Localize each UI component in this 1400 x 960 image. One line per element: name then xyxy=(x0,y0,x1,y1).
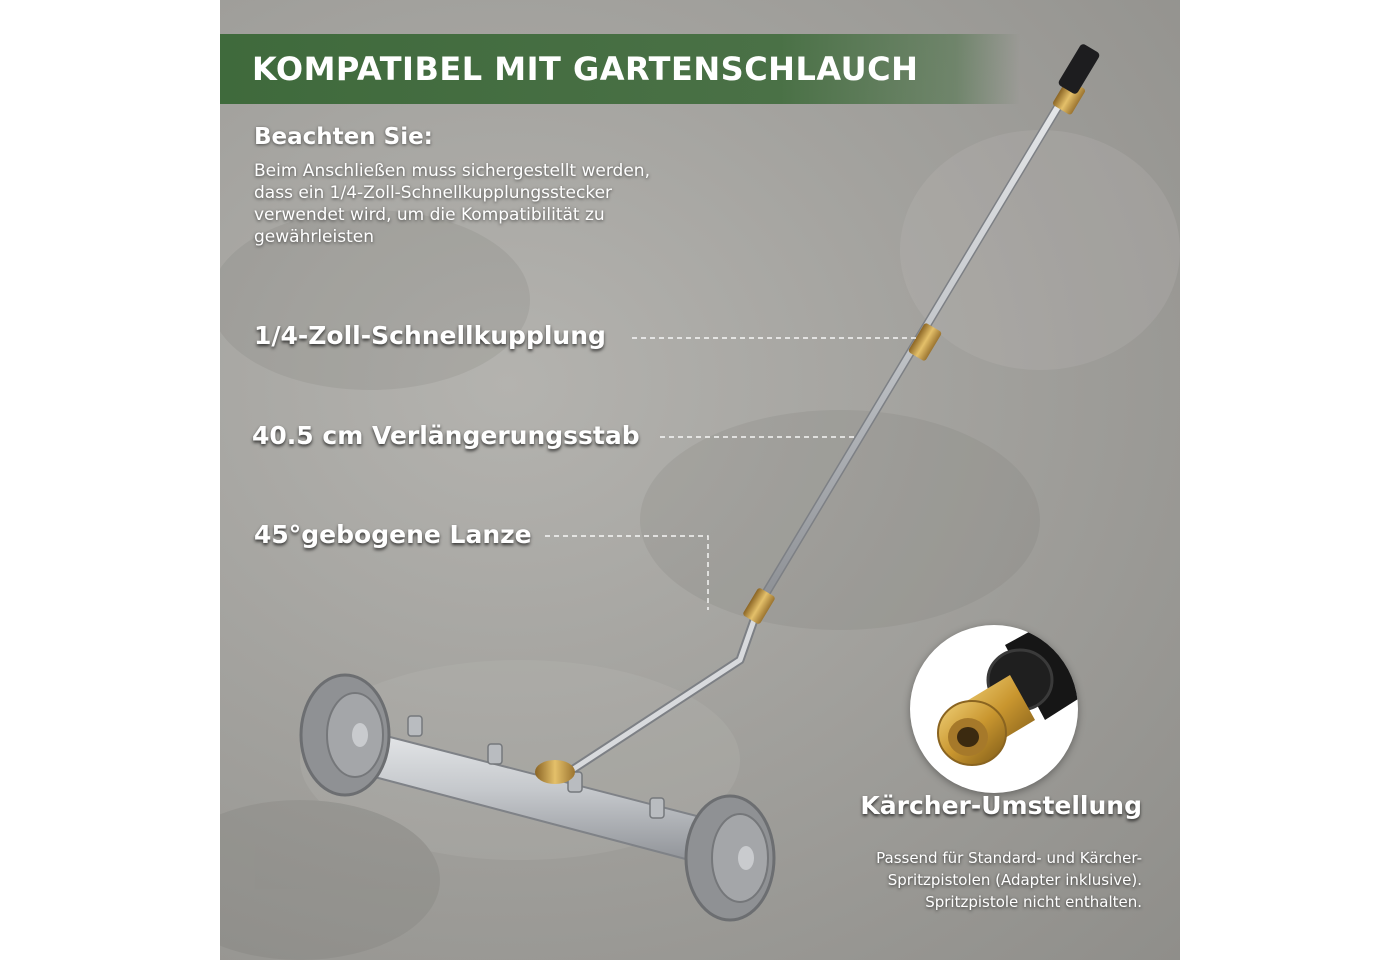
adapter-desc-line: Spritzpistole nicht enthalten. xyxy=(925,893,1142,911)
handle-grip xyxy=(1057,43,1101,95)
adapter-title: Kärcher-Umstellung xyxy=(860,791,1142,820)
product-card xyxy=(220,0,1180,960)
note-line: gewährleisten xyxy=(254,227,374,247)
callout-lance: 45°gebogene Lanze xyxy=(254,520,532,549)
title-banner xyxy=(220,34,1020,104)
adapter-desc-line: Spritzpistolen (Adapter inklusive). xyxy=(887,871,1142,889)
adapter-icon xyxy=(910,625,1078,793)
banner-title: KOMPATIBEL MIT GARTENSCHLAUCH xyxy=(252,50,919,88)
wheel-left xyxy=(301,675,389,795)
adapter-inset xyxy=(910,625,1078,793)
note-body xyxy=(254,160,814,248)
note-line: Beim Anschließen muss sichergestellt werden, xyxy=(254,161,650,181)
adapter-desc-line: Passend für Standard- und Kärcher- xyxy=(876,849,1142,867)
callout-coupling: 1/4-Zoll-Schnellkupplung xyxy=(254,321,606,350)
wheel-right xyxy=(686,796,774,920)
note-heading: Beachten Sie: xyxy=(254,124,433,150)
callout-extension: 40.5 cm Verlängerungsstab xyxy=(252,421,640,450)
adapter-description xyxy=(802,847,1142,913)
note-line: dass ein 1/4-Zoll-Schnellkupplungsstecker xyxy=(254,183,613,203)
note-line: verwendet wird, um die Kompatibilität zu xyxy=(254,205,605,225)
